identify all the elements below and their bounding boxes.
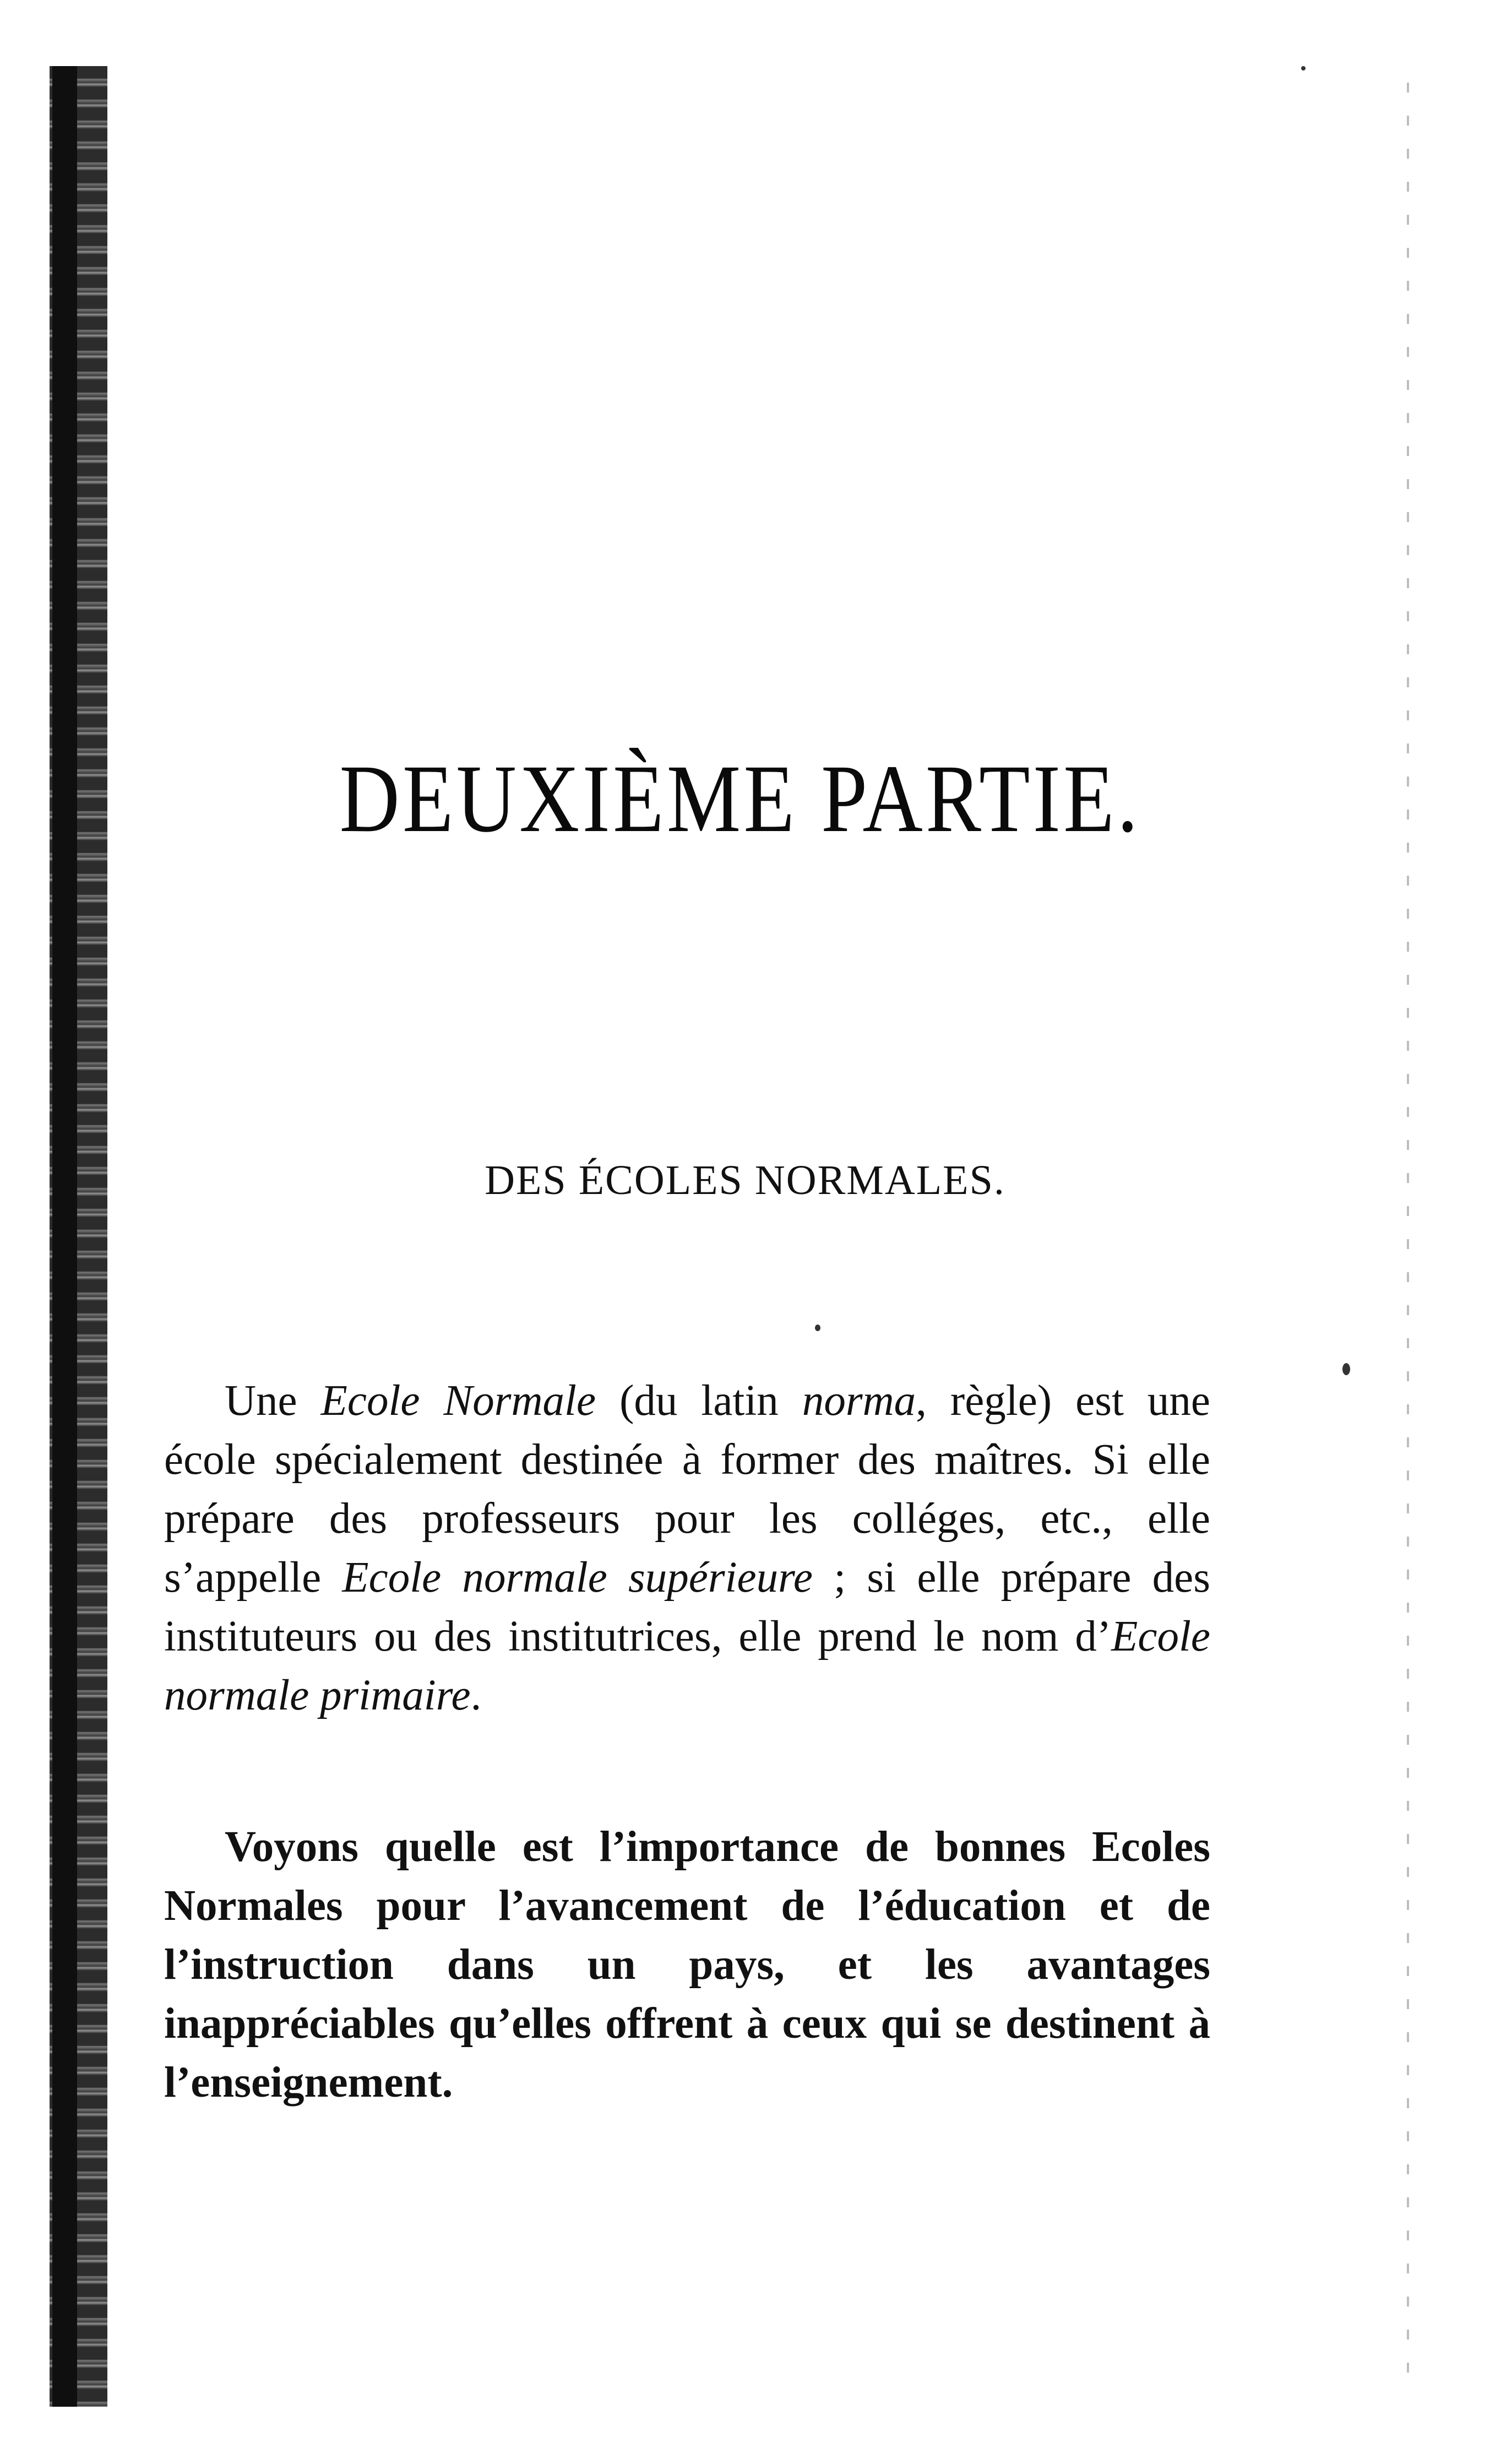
paragraph-text: Une: [225, 1377, 321, 1425]
binding-shadow-core: [52, 66, 77, 2407]
italic-term: Ecole normale supérieure: [342, 1554, 813, 1602]
paragraph-text: , règle) est une école spécialement destinée à former des maîtres. Si elle prépare des professeurs pour les colléges, etc., elle s’appelle: [164, 1377, 1210, 1602]
scan-speck: [815, 1325, 820, 1331]
paragraph-importance: Voyons quelle est l’importance de bonnes Ecoles Normales pour l’avancement de l’éducation et de l’instruction dans un pays, et les avantages inappréciables qu’elles offrent à ceux qui se destinent à l’enseignement.: [164, 1823, 1210, 2107]
part-title: DEUXIÈME PARTIE.: [339, 745, 1141, 853]
page-edge-marks: [1407, 83, 1409, 2396]
section-title: DES ÉCOLES NORMALES.: [485, 1157, 1005, 1203]
scan-speck: [1342, 1363, 1350, 1375]
italic-term: Ecole Normale: [320, 1377, 596, 1425]
paragraph-text: (du latin: [596, 1377, 802, 1425]
italic-term: Ecole normale primaire: [164, 1613, 1210, 1719]
paragraph-text: .: [470, 1671, 482, 1719]
italic-term: norma: [802, 1377, 916, 1425]
paragraph-text: ; si elle prépare des instituteurs ou des institutrices, elle prend le nom d’: [164, 1554, 1210, 1660]
paragraph-definition: [164, 1371, 1210, 1725]
scan-speck: [1301, 66, 1306, 70]
